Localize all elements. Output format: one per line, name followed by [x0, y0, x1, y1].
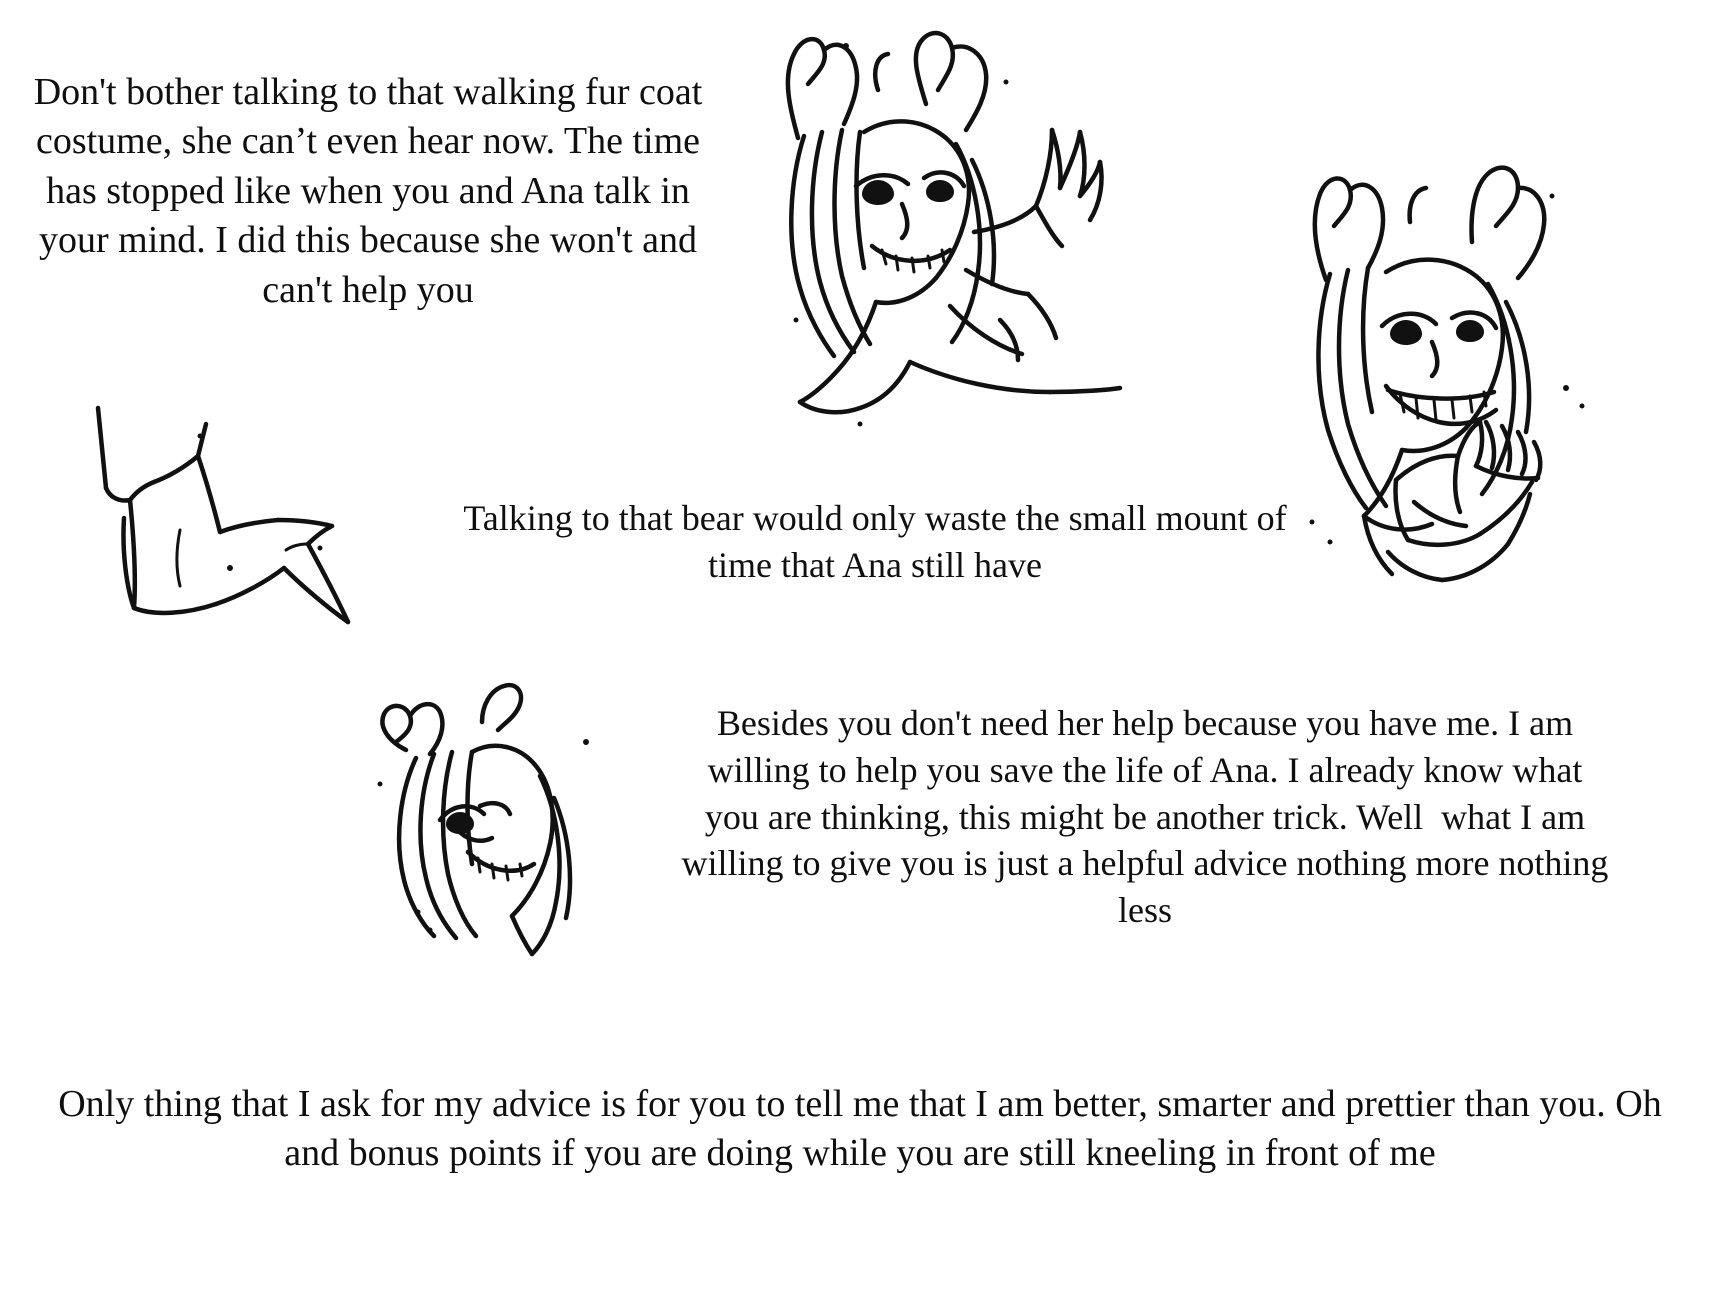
caption-bottom: Only thing that I ask for my advice is for you to tell me that I am better, smarter and prettier than you. Oh and bonus points if you are doing while you are still kneeling in front of me	[58, 1083, 1672, 1175]
horned-figure-small-drawing	[360, 680, 620, 970]
caption-top-left: Don't bother talking to that walking fur coat costume, she can’t even hear now. The time has stopped like when you and Ana talk in your mind. I did this because she won't and can't help you	[33, 71, 712, 311]
horned-figure-grinning-drawing	[1290, 150, 1620, 630]
caption-middle: Talking to that bear would only waste the small mount of time that Ana still have	[463, 498, 1296, 585]
bent-arm-sleeve-drawing	[80, 400, 440, 660]
horned-figure-hand-raised-drawing	[760, 20, 1120, 440]
caption-right: Besides you don't need her help because you have me. I am willing to help you save the life of Ana. I already know what you are thinking, this might be another trick. Well what I am willing to give you is just a helpful advice nothing more nothing less	[681, 703, 1618, 931]
